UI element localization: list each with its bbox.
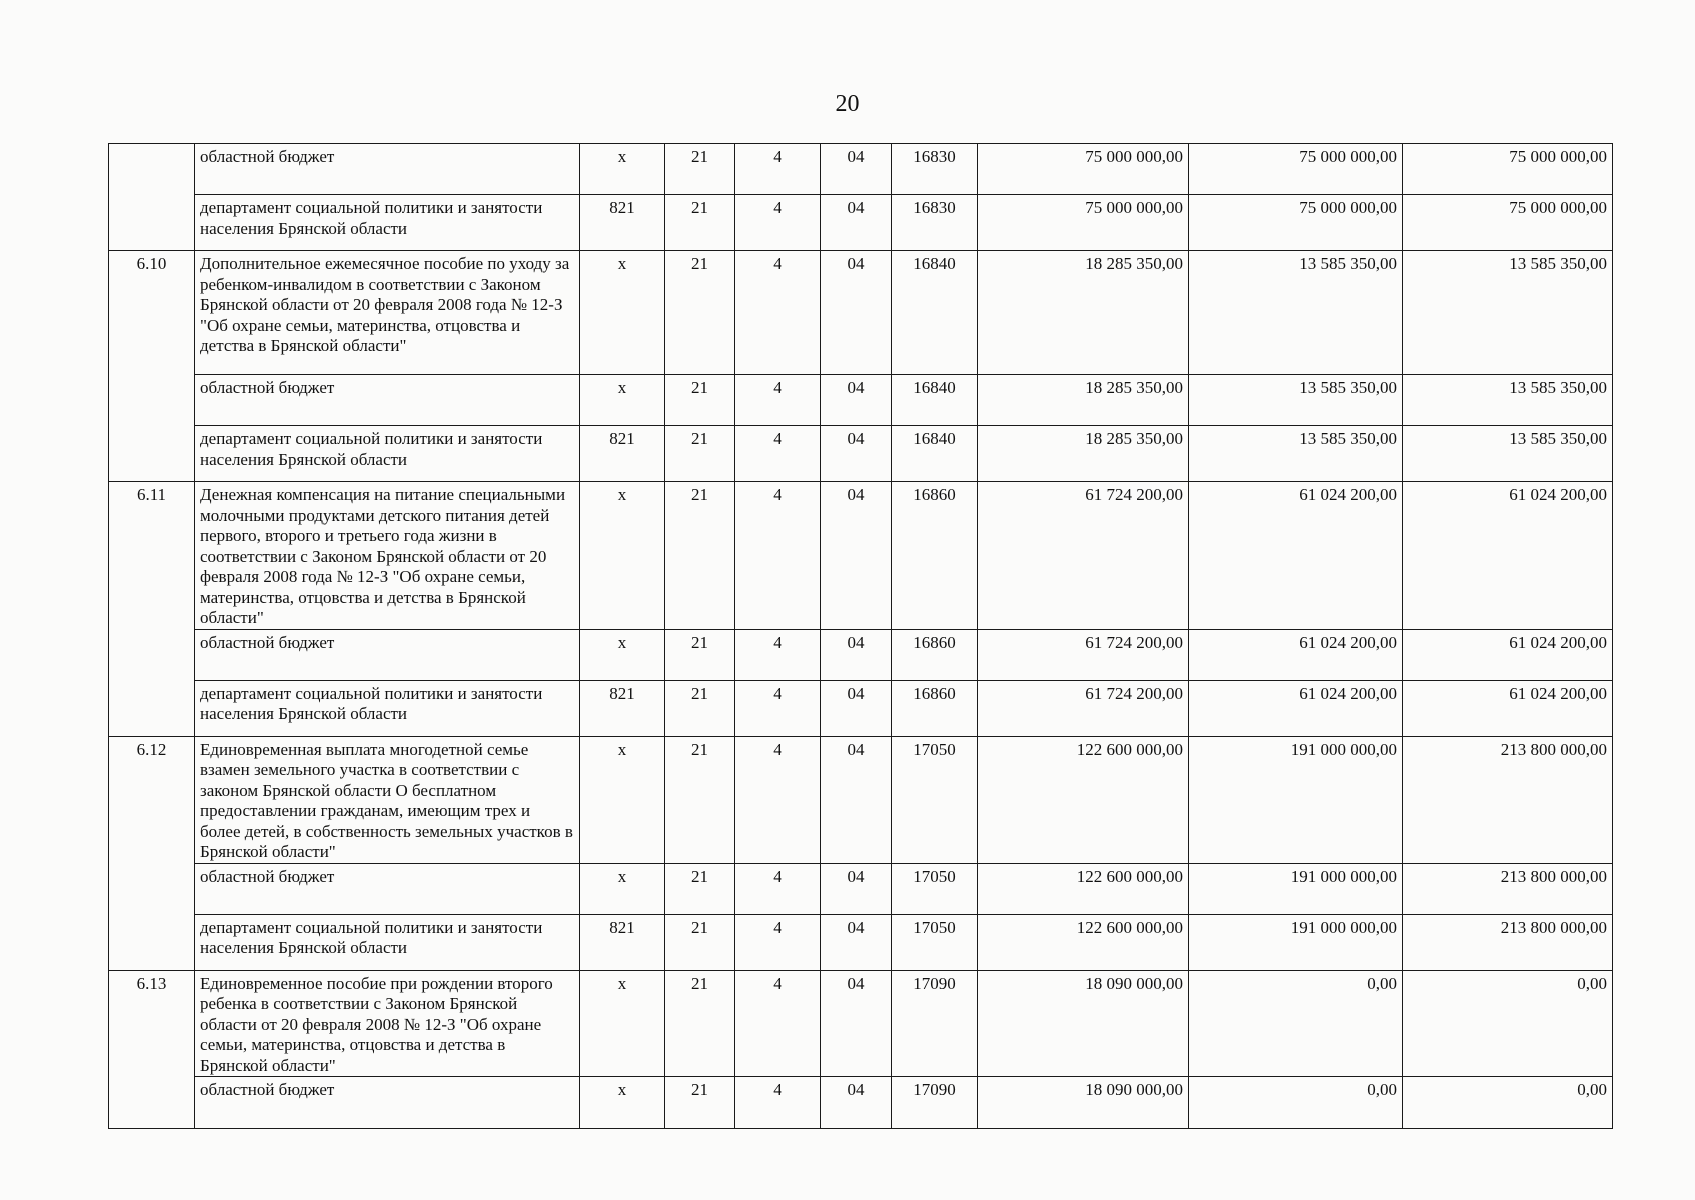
table-row xyxy=(109,863,1613,914)
code-admin: х xyxy=(580,144,665,195)
code-main-event: 04 xyxy=(821,680,892,736)
row-name: областной бюджет xyxy=(195,1077,580,1129)
code-program: 21 xyxy=(665,680,735,736)
code-direction: 17050 xyxy=(892,914,978,970)
code-program: 21 xyxy=(665,863,735,914)
code-direction: 16860 xyxy=(892,482,978,630)
code-direction: 16830 xyxy=(892,144,978,195)
amount-year-2: 75 000 000,00 xyxy=(1189,195,1403,251)
row-name: Единовременное пособие при рождении второго ребенка в соответствии с Законом Брянской области от 20 февраля 2008 № 12-З "Об охране семьи, материнства, отцовства и детства в Брянской области" xyxy=(195,970,580,1077)
table-row xyxy=(109,680,1613,736)
code-main-event: 04 xyxy=(821,629,892,680)
code-program: 21 xyxy=(665,970,735,1077)
amount-year-2: 61 024 200,00 xyxy=(1189,482,1403,630)
amount-year-2: 13 585 350,00 xyxy=(1189,375,1403,426)
code-program: 21 xyxy=(665,736,735,863)
section-number-cell: 6.13 xyxy=(109,970,195,1129)
amount-year-1: 18 090 000,00 xyxy=(978,1077,1189,1129)
row-name: департамент социальной политики и занятости населения Брянской области xyxy=(195,426,580,482)
code-program: 21 xyxy=(665,375,735,426)
code-main-event: 04 xyxy=(821,144,892,195)
row-name: областной бюджет xyxy=(195,144,580,195)
amount-year-2: 61 024 200,00 xyxy=(1189,680,1403,736)
amount-year-2: 191 000 000,00 xyxy=(1189,863,1403,914)
table-row xyxy=(109,970,1613,1077)
code-admin: х xyxy=(580,251,665,375)
amount-year-3: 213 800 000,00 xyxy=(1403,863,1613,914)
code-direction: 16830 xyxy=(892,195,978,251)
code-subprogram: 4 xyxy=(735,482,821,630)
code-admin: х xyxy=(580,863,665,914)
row-name: областной бюджет xyxy=(195,863,580,914)
amount-year-1: 18 285 350,00 xyxy=(978,251,1189,375)
code-admin: 821 xyxy=(580,914,665,970)
amount-year-3: 0,00 xyxy=(1403,1077,1613,1129)
code-program: 21 xyxy=(665,195,735,251)
code-subprogram: 4 xyxy=(735,914,821,970)
code-main-event: 04 xyxy=(821,426,892,482)
table-row xyxy=(109,1077,1613,1129)
row-name: областной бюджет xyxy=(195,375,580,426)
code-subprogram: 4 xyxy=(735,251,821,375)
code-admin: х xyxy=(580,482,665,630)
code-subprogram: 4 xyxy=(735,195,821,251)
code-program: 21 xyxy=(665,482,735,630)
amount-year-1: 75 000 000,00 xyxy=(978,195,1189,251)
table-row xyxy=(109,251,1613,375)
code-subprogram: 4 xyxy=(735,1077,821,1129)
code-admin: 821 xyxy=(580,426,665,482)
row-name: Денежная компенсация на питание специальными молочными продуктами детского питания детей первого, второго и третьего года жизни в соответствии с Законом Брянской области от 20 февраля 2008 года № 12-З "Об охране семьи, материнства, отцовства и детства в Брянской области" xyxy=(195,482,580,630)
table-row xyxy=(109,914,1613,970)
row-name: Единовременная выплата многодетной семье взамен земельного участка в соответствии с законом Брянской области О бесплатном предоставлении гражданам, имеющим трех и более детей, в собственность земельных участков в Брянской области" xyxy=(195,736,580,863)
code-subprogram: 4 xyxy=(735,736,821,863)
code-main-event: 04 xyxy=(821,1077,892,1129)
code-direction: 16860 xyxy=(892,629,978,680)
code-admin: х xyxy=(580,375,665,426)
amount-year-2: 191 000 000,00 xyxy=(1189,914,1403,970)
amount-year-1: 18 285 350,00 xyxy=(978,375,1189,426)
page-number: 20 xyxy=(835,91,860,117)
amount-year-2: 0,00 xyxy=(1189,970,1403,1077)
code-main-event: 04 xyxy=(821,736,892,863)
amount-year-2: 61 024 200,00 xyxy=(1189,629,1403,680)
code-main-event: 04 xyxy=(821,251,892,375)
code-subprogram: 4 xyxy=(735,144,821,195)
amount-year-3: 13 585 350,00 xyxy=(1403,375,1613,426)
code-direction: 16840 xyxy=(892,426,978,482)
amount-year-3: 75 000 000,00 xyxy=(1403,144,1613,195)
code-direction: 16860 xyxy=(892,680,978,736)
section-number-cell: 6.11 xyxy=(109,482,195,737)
table-row xyxy=(109,375,1613,426)
code-direction: 17090 xyxy=(892,970,978,1077)
code-program: 21 xyxy=(665,1077,735,1129)
budget-table xyxy=(108,143,1613,1129)
amount-year-3: 0,00 xyxy=(1403,970,1613,1077)
code-admin: х xyxy=(580,970,665,1077)
amount-year-3: 61 024 200,00 xyxy=(1403,482,1613,630)
amount-year-1: 18 285 350,00 xyxy=(978,426,1189,482)
amount-year-3: 13 585 350,00 xyxy=(1403,251,1613,375)
amount-year-1: 75 000 000,00 xyxy=(978,144,1189,195)
amount-year-1: 122 600 000,00 xyxy=(978,863,1189,914)
code-main-event: 04 xyxy=(821,482,892,630)
amount-year-3: 13 585 350,00 xyxy=(1403,426,1613,482)
amount-year-2: 13 585 350,00 xyxy=(1189,251,1403,375)
amount-year-1: 61 724 200,00 xyxy=(978,482,1189,630)
code-direction: 16840 xyxy=(892,375,978,426)
row-name: департамент социальной политики и занятости населения Брянской области xyxy=(195,680,580,736)
code-admin: 821 xyxy=(580,680,665,736)
table-row xyxy=(109,144,1613,195)
code-direction: 17050 xyxy=(892,736,978,863)
code-main-event: 04 xyxy=(821,195,892,251)
code-direction: 17090 xyxy=(892,1077,978,1129)
code-main-event: 04 xyxy=(821,970,892,1077)
code-admin: х xyxy=(580,629,665,680)
code-program: 21 xyxy=(665,426,735,482)
section-number-cell xyxy=(109,144,195,251)
code-program: 21 xyxy=(665,914,735,970)
code-main-event: 04 xyxy=(821,375,892,426)
code-subprogram: 4 xyxy=(735,970,821,1077)
amount-year-3: 75 000 000,00 xyxy=(1403,195,1613,251)
row-name: Дополнительное ежемесячное пособие по уходу за ребенком-инвалидом в соответствии с Законом Брянской области от 20 февраля 2008 года № 12-З "Об охране семьи, материнства, отцовства и детства в Брянской области" xyxy=(195,251,580,375)
code-program: 21 xyxy=(665,251,735,375)
amount-year-1: 61 724 200,00 xyxy=(978,629,1189,680)
table-row xyxy=(109,736,1613,863)
row-name: областной бюджет xyxy=(195,629,580,680)
code-subprogram: 4 xyxy=(735,680,821,736)
row-name: департамент социальной политики и занятости населения Брянской области xyxy=(195,914,580,970)
amount-year-2: 13 585 350,00 xyxy=(1189,426,1403,482)
code-admin: х xyxy=(580,736,665,863)
code-subprogram: 4 xyxy=(735,375,821,426)
section-number-cell: 6.10 xyxy=(109,251,195,482)
code-admin: 821 xyxy=(580,195,665,251)
table-row xyxy=(109,629,1613,680)
amount-year-3: 213 800 000,00 xyxy=(1403,914,1613,970)
row-name: департамент социальной политики и занятости населения Брянской области xyxy=(195,195,580,251)
table-row xyxy=(109,426,1613,482)
amount-year-1: 61 724 200,00 xyxy=(978,680,1189,736)
table-row xyxy=(109,482,1613,630)
code-program: 21 xyxy=(665,629,735,680)
code-admin: х xyxy=(580,1077,665,1129)
amount-year-2: 0,00 xyxy=(1189,1077,1403,1129)
table-row xyxy=(109,195,1613,251)
code-main-event: 04 xyxy=(821,863,892,914)
code-subprogram: 4 xyxy=(735,629,821,680)
amount-year-2: 75 000 000,00 xyxy=(1189,144,1403,195)
code-program: 21 xyxy=(665,144,735,195)
code-main-event: 04 xyxy=(821,914,892,970)
amount-year-3: 61 024 200,00 xyxy=(1403,680,1613,736)
code-subprogram: 4 xyxy=(735,426,821,482)
code-subprogram: 4 xyxy=(735,863,821,914)
amount-year-1: 122 600 000,00 xyxy=(978,736,1189,863)
code-direction: 17050 xyxy=(892,863,978,914)
amount-year-2: 191 000 000,00 xyxy=(1189,736,1403,863)
amount-year-1: 18 090 000,00 xyxy=(978,970,1189,1077)
amount-year-1: 122 600 000,00 xyxy=(978,914,1189,970)
amount-year-3: 213 800 000,00 xyxy=(1403,736,1613,863)
code-direction: 16840 xyxy=(892,251,978,375)
section-number-cell: 6.12 xyxy=(109,736,195,970)
amount-year-3: 61 024 200,00 xyxy=(1403,629,1613,680)
